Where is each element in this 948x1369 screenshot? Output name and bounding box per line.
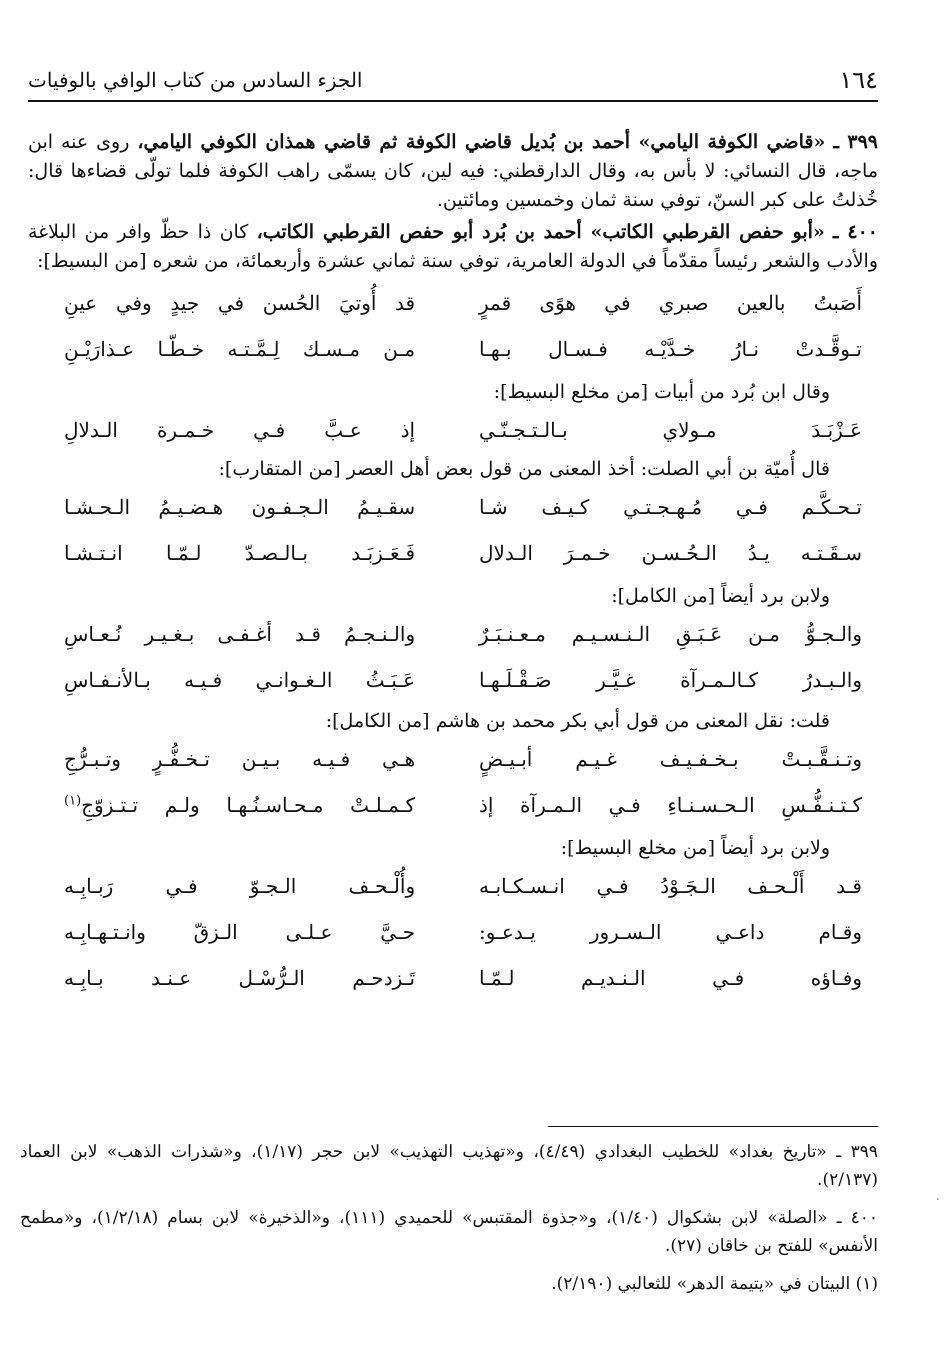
footnote-rule [548, 1126, 878, 1127]
verse [28, 530, 878, 576]
hemistich-second: هـي فـيـه بـيـن تـخـفُّـرٍ وتـبـرُّجِ [64, 747, 416, 771]
poem-intro: ولابن برد أيضاً [من مخلع البسيط]: [560, 837, 830, 859]
hemistich-first: سـقَـتـه يـدُ الـحُـسـن خـمـرَ الـدلال [478, 541, 862, 565]
hemistich-first: عَـزْبَـدَ مـولاي بـالـتـجـنّـي [478, 418, 862, 442]
verse [28, 955, 878, 1001]
margin-mark: · [935, 1192, 940, 1208]
verse [28, 863, 878, 909]
hemistich-second [64, 793, 415, 817]
verse [28, 909, 878, 955]
header-rule [28, 100, 878, 102]
verse [28, 736, 878, 782]
hemistich-first: كـتـنـفُّـسِ الـحـسـنـاءِ فـي الـمـرآة إذ [478, 793, 862, 817]
verse [28, 611, 878, 657]
entry-400 [28, 218, 878, 276]
hemistich-second: عَـبَـثُ الـغـوانـي فـيـه بـالأنـفـاسِ [64, 668, 416, 692]
hemistich-text: كـمـلـتْ مـحـاسـنُـهـا ولـم تـتـزوّجِ [81, 793, 416, 817]
page-header [28, 62, 878, 98]
entry-heading: «أبو حفص القرطبي الكاتب» أحمد بن بُرد أبو حفص القرطبي الكاتب، [256, 221, 825, 243]
entry-number: ٤٠٠ ـ [833, 221, 879, 243]
entry-399 [28, 128, 878, 215]
hemistich-second: والـنـجـمُ قـد أغـفـى بـغـيـر نُـعـاسِ [64, 622, 416, 646]
hemistich-second: إذ عـبَّ فـي خـمـرة الـدلالِ [64, 418, 416, 442]
poem-1 [28, 280, 878, 372]
poem-4 [28, 611, 878, 703]
poem-intro: وقال ابن بُرد من أبيات [من مخلع البسيط]: [493, 381, 830, 403]
entry-body: روى عنه ابن ماجه، قال النسائي: لا بأس به، وقال الدارقطني: فيه لين، كان يسمّى راهب الكوفة فلما تولّى قضاءها قال: خُذلتُ على كبر السنّ، توفي سنة ثمان وخمسين ومائتين. [28, 131, 878, 211]
verse [28, 782, 878, 828]
hemistich-first: وقـام داعـي الـسـرور يـدعـو: [478, 920, 862, 944]
running-title: الجزء السادس من كتاب الوافي بالوفيات [28, 68, 363, 92]
hemistich-second: حـيَّ عـلـى الـزقّ وانـتـهـابِـه [64, 920, 416, 944]
hemistich-second: سقـيـمُ الـجـفـون هـضـيـمُ الـحـشـا [64, 495, 416, 519]
footnote: ٣٩٩ ـ «تاريخ بغداد» للخطيب البغدادي (٤/٤٩)، و«تهذيب التهذيب» لابن حجر (١/١٧)، و«شذرات الذهب» لابن العماد (٢/١٣٧). [20, 1142, 878, 1190]
footnote-marker: (١) [64, 793, 82, 809]
page-body [28, 128, 878, 1001]
hemistich-first: أَصَبتُ بالعين صبري في هوًى قمرٍ [478, 291, 862, 315]
poem-intro: قلت: نقل المعنى من قول أبي بكر محمد بن هاشم [من الكامل]: [325, 710, 830, 732]
poem-3 [28, 484, 878, 576]
entry-number: ٣٩٩ ـ [833, 131, 879, 153]
page-number: ١٦٤ [839, 66, 878, 94]
hemistich-first: والـبـدرُ كـالـمـرآة غـيَّـر صَـقْـلَـهـا [478, 668, 862, 692]
poem-2 [28, 407, 878, 453]
hemistich-first: وتـنـقَّـبـتْ بـخـفـيـف غـيـم أبـيـضٍ [478, 747, 862, 771]
verse [28, 484, 878, 530]
hemistich-second: قد أُوتيَ الحُسن في جيدٍ وفي عينِ [64, 291, 416, 315]
hemistich-second: مـن مـسـك لِـمَّـتـه خـطّـا عـذارَيْـنِ [64, 337, 416, 361]
hemistich-first: والـجـوُّ مـن عَـبَـقِ الـنـسـيـم مـعـنـبَـرٌ [478, 622, 862, 646]
hemistich-second: فَـعَـزبَـد بـالـصـدّ لـمّـا انـتـشـا [64, 541, 416, 565]
hemistich-first: تـحـكَّـم فـي مُـهـجـتـي كـيـف شـا [478, 495, 862, 519]
poem-intro: قال أُميّة بن أبي الصلت: أخذ المعنى من قول بعض أهل العصر [من المتقارب]: [218, 458, 830, 480]
hemistich-first: وفـاؤه فـي الـنـديـم لـمّـا [478, 966, 862, 990]
verse [28, 407, 878, 453]
footnotes [20, 1138, 878, 1308]
footnote: ٤٠٠ ـ «الصلة» لابن بشكوال (١/٤٠)، و«جذوة المقتبس» للحميدي (١١١)، و«الذخيرة» لابن بسام (١/٢/١٨)، و«مطمح الأنفس» للفتح بن خاقان (٢٧). [20, 1208, 878, 1256]
verse [28, 280, 878, 326]
poem-5 [28, 736, 878, 828]
poem-6 [28, 863, 878, 1001]
verse [28, 657, 878, 703]
hemistich-second: تَـزدحـم الـرُّسْـل عـنـد بـابِـه [64, 966, 416, 990]
poem-intro: ولابن برد أيضاً [من الكامل]: [611, 585, 830, 607]
footnote: (١) البيتان في «يتيمة الدهر» للثعالبي (٢/١٩٠). [551, 1274, 878, 1294]
entry-body: كان ذا حظّ وافر من البلاغة والأدب والشعر رئيساً مقدّماً في الدولة العامرية، توفي سنة ثماني عشرة وأربعمائة، من شعره [من البسيط]: [28, 221, 878, 272]
hemistich-first: قـد أَلْـحـف الـجَـوْدُ فـي انـسـكـابـه [478, 874, 862, 898]
entry-heading: «قاضي الكوفة اليامي» أحمد بن بُديل قاضي الكوفة ثم قاضي همذان الكوفي اليامي، [137, 131, 826, 153]
verse [28, 326, 878, 372]
hemistich-first: تـوقَّـدتْ نـارُ خـدَّيْـه فـسـال بـهـا [478, 337, 862, 361]
hemistich-second: وأُلْـحـف الـجـوّ فـي رَبـابِـه [64, 874, 416, 898]
